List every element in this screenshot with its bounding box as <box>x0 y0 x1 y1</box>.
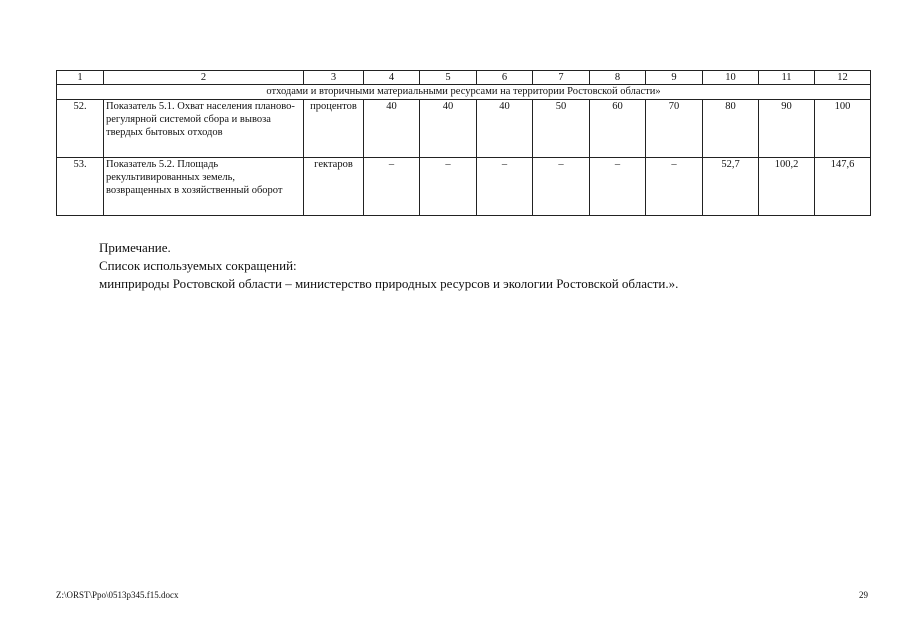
abbreviations-title: Список используемых сокращений: <box>99 258 297 273</box>
indicator-value: – <box>420 158 477 216</box>
row-number: 53. <box>57 158 104 216</box>
indicator-value: 80 <box>703 100 759 158</box>
section-title: отходами и вторичными материальными ресурсами на территории Ростовской области» <box>57 85 871 100</box>
column-number: 5 <box>420 71 477 85</box>
column-number: 6 <box>477 71 533 85</box>
column-number: 1 <box>57 71 104 85</box>
indicator-value: 60 <box>590 100 646 158</box>
table-row <box>57 158 871 216</box>
indicator-name: Показатель 5.1. Охват населения планово-регулярной системой сбора и вывоза твердых бытовых отходов <box>104 100 304 158</box>
row-number: 52. <box>57 100 104 158</box>
column-number: 2 <box>104 71 304 85</box>
indicator-value: 100,2 <box>759 158 815 216</box>
indicator-value: 50 <box>533 100 590 158</box>
indicator-value: – <box>533 158 590 216</box>
column-number: 3 <box>304 71 364 85</box>
column-number: 12 <box>815 71 871 85</box>
page-number: 29 <box>859 590 868 600</box>
indicator-value: – <box>364 158 420 216</box>
abbreviation-line: минприроды Ростовской области – министерство природных ресурсов и экологии Ростовской области.». <box>99 276 679 291</box>
section-title-row <box>57 85 871 100</box>
column-number: 7 <box>533 71 590 85</box>
indicator-value: 100 <box>815 100 871 158</box>
column-number: 9 <box>646 71 703 85</box>
note-block <box>99 239 678 293</box>
column-number: 10 <box>703 71 759 85</box>
indicator-unit: процентов <box>304 100 364 158</box>
indicator-value: 70 <box>646 100 703 158</box>
indicator-value: 90 <box>759 100 815 158</box>
indicator-value: 40 <box>477 100 533 158</box>
indicator-value: 40 <box>364 100 420 158</box>
column-number: 8 <box>590 71 646 85</box>
column-number-row <box>57 71 871 85</box>
indicator-value: 52,7 <box>703 158 759 216</box>
indicator-value: – <box>590 158 646 216</box>
footer-file-path: Z:\ORST\Ppo\0513p345.f15.docx <box>56 590 179 600</box>
note-heading: Примечание. <box>99 240 171 255</box>
indicators-table <box>56 70 871 216</box>
indicator-unit: гектаров <box>304 158 364 216</box>
indicator-name: Показатель 5.2. Площадь рекультивированных земель, возвращенных в хозяйственный оборот <box>104 158 304 216</box>
table-row <box>57 100 871 158</box>
indicator-value: 40 <box>420 100 477 158</box>
column-number: 11 <box>759 71 815 85</box>
indicator-value: – <box>646 158 703 216</box>
indicator-value: – <box>477 158 533 216</box>
column-number: 4 <box>364 71 420 85</box>
indicator-value: 147,6 <box>815 158 871 216</box>
